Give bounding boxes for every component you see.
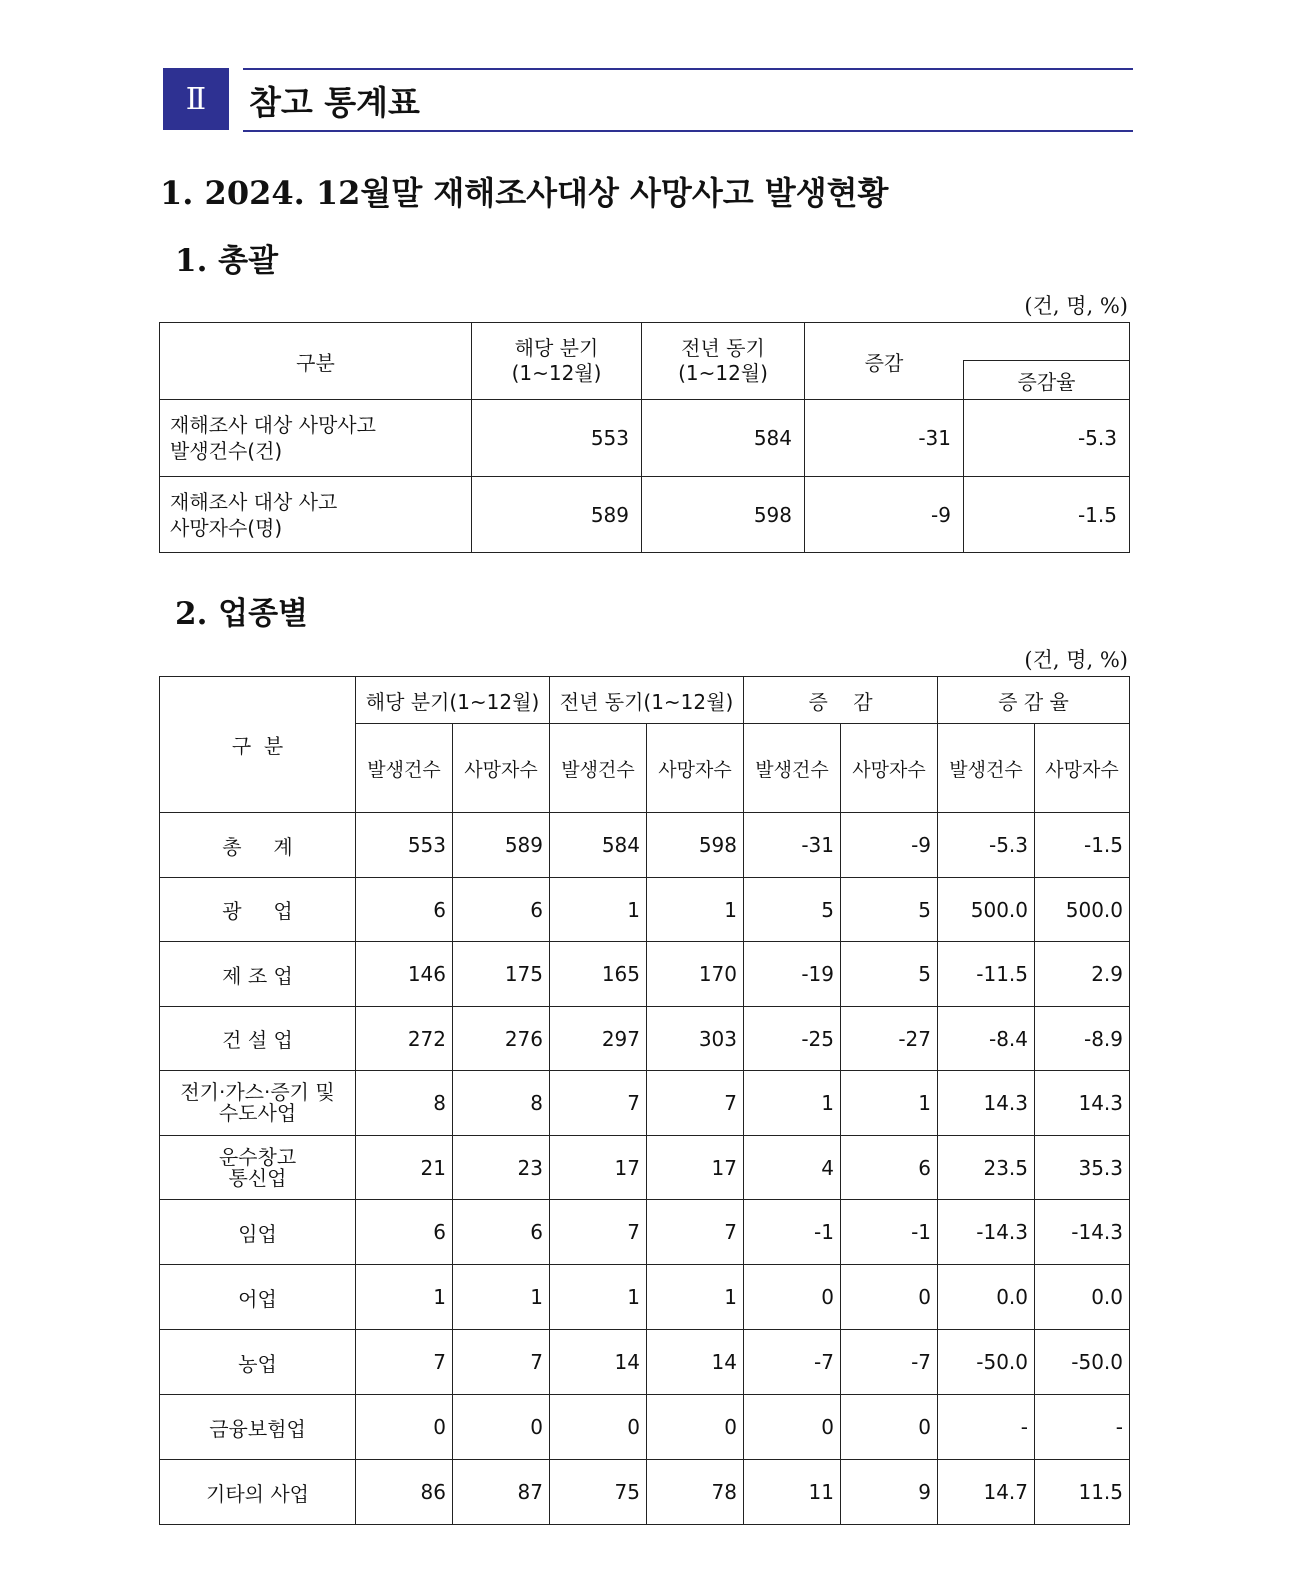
main-heading: 1. 2024. 12월말 재해조사대상 사망사고 발생현황 <box>160 174 889 212</box>
cell-change: -31 <box>805 400 964 477</box>
section-number: Ⅱ <box>163 68 229 130</box>
industry-header-rate: 증 감 율 <box>938 677 1130 724</box>
value-cell: 7 <box>647 1200 744 1265</box>
value-cell: 23.5 <box>938 1136 1035 1200</box>
value-cell: 17 <box>647 1136 744 1200</box>
industry-header-change: 증 감 <box>744 677 938 724</box>
header-deaths: 사망자수 <box>841 724 938 813</box>
value-cell: - <box>1035 1395 1130 1460</box>
summary-header-current: 해당 분기 (1~12월) <box>472 323 642 400</box>
value-cell: 21 <box>356 1136 453 1200</box>
row-label: 임업 <box>160 1200 356 1265</box>
summary-header-previous: 전년 동기 (1~12월) <box>642 323 805 400</box>
value-cell: -50.0 <box>1035 1330 1130 1395</box>
value-cell: 6 <box>356 878 453 942</box>
value-cell: 17 <box>550 1136 647 1200</box>
value-cell: 0 <box>550 1395 647 1460</box>
industry-unit: (건, 명, %) <box>1024 648 1128 672</box>
value-cell: 2.9 <box>1035 942 1130 1007</box>
value-cell: 11.5 <box>1035 1460 1130 1525</box>
value-cell: 5 <box>841 942 938 1007</box>
industry-header-current: 해당 분기(1~12월) <box>356 677 550 724</box>
header-deaths: 사망자수 <box>647 724 744 813</box>
value-cell: 14.3 <box>938 1071 1035 1136</box>
value-cell: -1 <box>841 1200 938 1265</box>
industry-table-body <box>160 813 1130 1525</box>
cell-current: 553 <box>472 400 642 477</box>
summary-unit: (건, 명, %) <box>1024 294 1128 318</box>
value-cell: -1.5 <box>1035 813 1130 878</box>
value-cell: -14.3 <box>938 1200 1035 1265</box>
value-cell: 78 <box>647 1460 744 1525</box>
value-cell: 584 <box>550 813 647 878</box>
row-label: 건 설 업 <box>160 1007 356 1071</box>
value-cell: 7 <box>550 1200 647 1265</box>
value-cell: 303 <box>647 1007 744 1071</box>
value-cell: 0 <box>841 1395 938 1460</box>
value-cell: 297 <box>550 1007 647 1071</box>
value-cell: -25 <box>744 1007 841 1071</box>
value-cell: 8 <box>356 1071 453 1136</box>
value-cell: 1 <box>453 1265 550 1330</box>
value-cell: 0.0 <box>938 1265 1035 1330</box>
value-cell: 146 <box>356 942 453 1007</box>
value-cell: 14.7 <box>938 1460 1035 1525</box>
value-cell: 1 <box>841 1071 938 1136</box>
summary-header-change: 증감 <box>805 323 964 400</box>
value-cell: 5 <box>841 878 938 942</box>
value-cell: 6 <box>356 1200 453 1265</box>
cell-current: 589 <box>472 477 642 553</box>
value-cell: 500.0 <box>938 878 1035 942</box>
value-cell: 14.3 <box>1035 1071 1130 1136</box>
row-label: 어업 <box>160 1265 356 1330</box>
value-cell: - <box>938 1395 1035 1460</box>
row-label: 재해조사 대상 사고 사망자수(명) <box>160 477 472 553</box>
industry-heading: 2. 업종별 <box>175 596 308 632</box>
summary-table <box>159 322 1130 553</box>
value-cell: 1 <box>356 1265 453 1330</box>
industry-header-previous: 전년 동기(1~12월) <box>550 677 744 724</box>
value-cell: 35.3 <box>1035 1136 1130 1200</box>
value-cell: 87 <box>453 1460 550 1525</box>
value-cell: 1 <box>550 878 647 942</box>
value-cell: 0.0 <box>1035 1265 1130 1330</box>
section-title: 참고 통계표 <box>243 68 1133 132</box>
value-cell: -50.0 <box>938 1330 1035 1395</box>
value-cell: 5 <box>744 878 841 942</box>
header-deaths: 사망자수 <box>453 724 550 813</box>
value-cell: 11 <box>744 1460 841 1525</box>
value-cell: 7 <box>356 1330 453 1395</box>
table-row <box>160 942 1130 1007</box>
value-cell: 6 <box>841 1136 938 1200</box>
value-cell: -7 <box>744 1330 841 1395</box>
summary-header-rate: 증감율 <box>964 361 1130 400</box>
value-cell: 0 <box>453 1395 550 1460</box>
table-row <box>160 1460 1130 1525</box>
value-cell: 0 <box>744 1395 841 1460</box>
row-label: 기타의 사업 <box>160 1460 356 1525</box>
value-cell: 9 <box>841 1460 938 1525</box>
row-label: 광 업 <box>160 878 356 942</box>
value-cell: 1 <box>744 1071 841 1136</box>
value-cell: -31 <box>744 813 841 878</box>
value-cell: 272 <box>356 1007 453 1071</box>
value-cell: 500.0 <box>1035 878 1130 942</box>
cell-change: -9 <box>805 477 964 553</box>
summary-header-spacer <box>964 323 1130 361</box>
value-cell: -14.3 <box>1035 1200 1130 1265</box>
value-cell: 4 <box>744 1136 841 1200</box>
value-cell: 1 <box>550 1265 647 1330</box>
row-label: 제 조 업 <box>160 942 356 1007</box>
summary-heading: 1. 총괄 <box>175 243 279 279</box>
value-cell: 276 <box>453 1007 550 1071</box>
value-cell: -9 <box>841 813 938 878</box>
value-cell: 0 <box>647 1395 744 1460</box>
table-row <box>160 1265 1130 1330</box>
value-cell: 553 <box>356 813 453 878</box>
value-cell: 86 <box>356 1460 453 1525</box>
value-cell: 1 <box>647 878 744 942</box>
row-label: 총 계 <box>160 813 356 878</box>
value-cell: -5.3 <box>938 813 1035 878</box>
section-header <box>163 68 1133 130</box>
value-cell: 0 <box>744 1265 841 1330</box>
header-occurrences: 발생건수 <box>550 724 647 813</box>
header-occurrences: 발생건수 <box>356 724 453 813</box>
value-cell: 14 <box>647 1330 744 1395</box>
table-row <box>160 1136 1130 1200</box>
value-cell: -8.4 <box>938 1007 1035 1071</box>
industry-table <box>159 676 1130 1525</box>
table-row <box>160 477 1130 553</box>
industry-header-category: 구 분 <box>160 677 356 813</box>
table-row <box>160 400 1130 477</box>
value-cell: 598 <box>647 813 744 878</box>
value-cell: 8 <box>453 1071 550 1136</box>
header-occurrences: 발생건수 <box>938 724 1035 813</box>
row-label: 재해조사 대상 사망사고 발생건수(건) <box>160 400 472 477</box>
summary-header-category: 구분 <box>160 323 472 400</box>
value-cell: 14 <box>550 1330 647 1395</box>
value-cell: -19 <box>744 942 841 1007</box>
table-row <box>160 1330 1130 1395</box>
table-row <box>160 1071 1130 1136</box>
value-cell: 1 <box>647 1265 744 1330</box>
value-cell: 175 <box>453 942 550 1007</box>
value-cell: 170 <box>647 942 744 1007</box>
header-occurrences: 발생건수 <box>744 724 841 813</box>
value-cell: -1 <box>744 1200 841 1265</box>
row-label: 금융보험업 <box>160 1395 356 1460</box>
row-label: 운수창고 통신업 <box>160 1136 356 1200</box>
table-row <box>160 878 1130 942</box>
value-cell: 589 <box>453 813 550 878</box>
table-row <box>160 1200 1130 1265</box>
row-label: 전기·가스·증기 및 수도사업 <box>160 1071 356 1136</box>
row-label: 농업 <box>160 1330 356 1395</box>
value-cell: 7 <box>647 1071 744 1136</box>
value-cell: 0 <box>356 1395 453 1460</box>
value-cell: 23 <box>453 1136 550 1200</box>
value-cell: 75 <box>550 1460 647 1525</box>
value-cell: 6 <box>453 878 550 942</box>
value-cell: -8.9 <box>1035 1007 1130 1071</box>
value-cell: 7 <box>453 1330 550 1395</box>
cell-rate: -1.5 <box>964 477 1130 553</box>
header-deaths: 사망자수 <box>1035 724 1130 813</box>
value-cell: -11.5 <box>938 942 1035 1007</box>
value-cell: -27 <box>841 1007 938 1071</box>
cell-rate: -5.3 <box>964 400 1130 477</box>
value-cell: 7 <box>550 1071 647 1136</box>
value-cell: 0 <box>841 1265 938 1330</box>
table-row <box>160 1007 1130 1071</box>
value-cell: -7 <box>841 1330 938 1395</box>
table-row <box>160 1395 1130 1460</box>
table-row <box>160 813 1130 878</box>
value-cell: 165 <box>550 942 647 1007</box>
cell-previous: 584 <box>642 400 805 477</box>
value-cell: 6 <box>453 1200 550 1265</box>
cell-previous: 598 <box>642 477 805 553</box>
